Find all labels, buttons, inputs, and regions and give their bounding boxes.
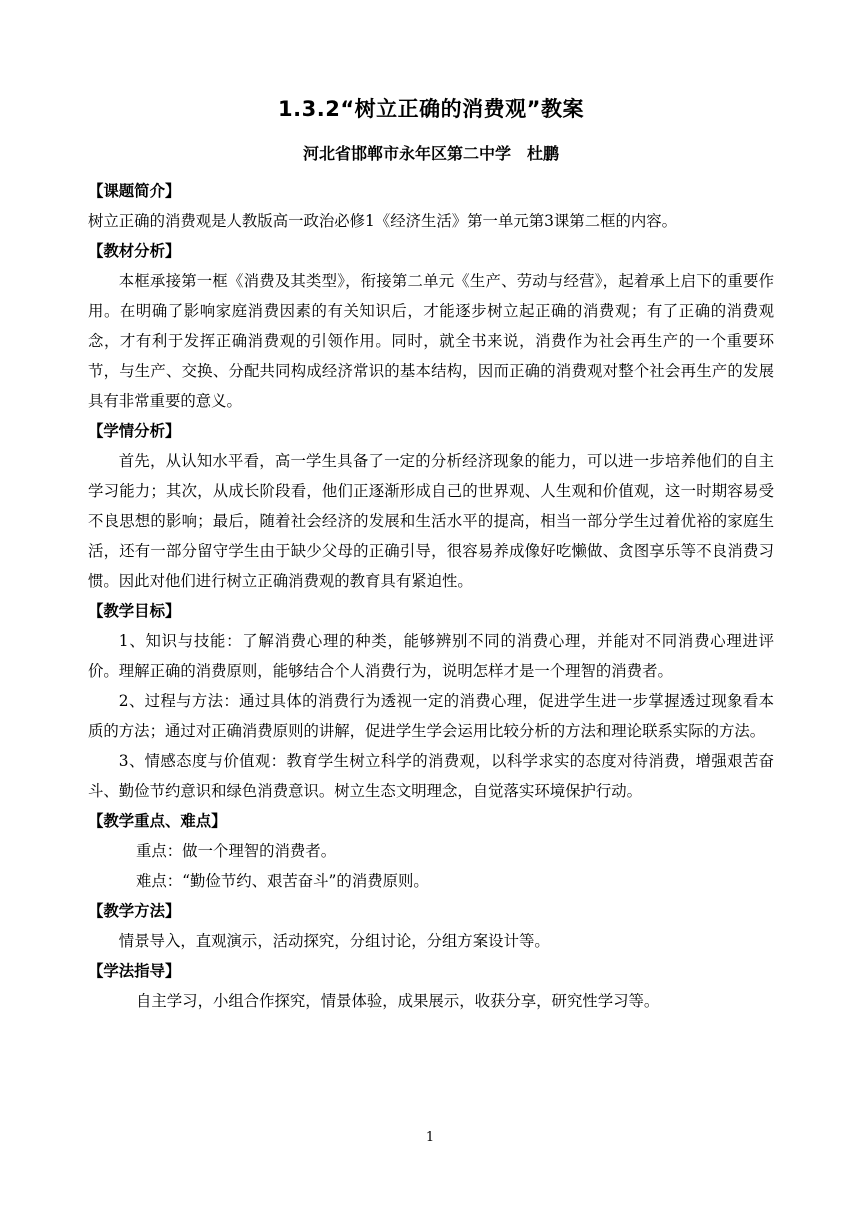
key-point-line: 重点：做一个理智的消费者。	[136, 842, 337, 860]
section-heading-guidance: 【学法指导】	[88, 962, 181, 980]
guidance-paragraph: 自主学习，小组合作探究，情景体验，成果展示，收获分享，研究性学习等。	[136, 992, 660, 1010]
section-heading-goals: 【教学目标】	[88, 602, 181, 620]
textbook-paragraph: 本框承接第一框《消费及其类型》，衔接第二单元《生产、劳动与经营》，起着承上启下的重要作用。在明确了影响家庭消费因素的有关知识后，才能逐步树立起正确的消费观；有了正确的消费观念，才有利于发挥正确消费观的引领作用。同时，就全书来说，消费作为社会再生产的一个重要环节，与生产、交换、分配共同构成经济常识的基本结构，因而正确的消费观对整个社会再生产的发展具有非常重要的意义。	[88, 272, 774, 410]
difficult-point-line: 难点：“勤俭节约、艰苦奋斗”的消费原则。	[136, 872, 429, 890]
goal-item-process: 2、过程与方法：通过具体的消费行为透视一定的消费心理，促进学生进一步掌握透过现象看本质的方法；通过对正确消费原则的讲解，促进学生学会运用比较分析的方法和理论联系实际的方法。	[88, 692, 774, 740]
goal-item-values: 3、情感态度与价值观：教育学生树立科学的消费观，以科学求实的态度对待消费，增强艰苦奋斗、勤俭节约意识和绿色消费意识。树立生态文明理念，自觉落实环境保护行动。	[88, 752, 774, 800]
section-heading-key-points: 【教学重点、难点】	[88, 812, 227, 830]
methods-paragraph: 情景导入，直观演示，活动探究，分组讨论，分组方案设计等。	[118, 932, 550, 950]
section-heading-intro: 【课题简介】	[88, 182, 181, 200]
document-title: 1.3.2“树立正确的消费观”教案	[278, 97, 584, 121]
section-heading-methods: 【教学方法】	[88, 902, 181, 920]
goal-item-knowledge: 1、知识与技能：了解消费心理的种类，能够辨别不同的消费心理，并能对不同消费心理进评价。理解正确的消费原则，能够结合个人消费行为，说明怎样才是一个理智的消费者。	[88, 632, 774, 680]
page-number: 1	[425, 1130, 435, 1145]
author-line: 河北省邯郸市永年区第二中学 杜鹏	[302, 144, 559, 163]
students-paragraph: 首先，从认知水平看，高一学生具备了一定的分析经济现象的能力，可以进一步培养他们的自主学习能力；其次，从成长阶段看，他们正逐渐形成自己的世界观、人生观和价值观，这一时期容易受不良思想的影响；最后，随着社会经济的发展和生活水平的提高，相当一部分学生过着优裕的家庭生活，还有一部分留守学生由于缺少父母的正确引导，很容易养成像好吃懒做、贪图享乐等不良消费习惯。因此对他们进行树立正确消费观的教育具有紧迫性。	[88, 452, 774, 590]
section-heading-textbook: 【教材分析】	[88, 242, 181, 260]
intro-paragraph: 树立正确的消费观是人教版高一政治必修1《经济生活》第一单元第3课第二框的内容。	[88, 212, 678, 230]
section-heading-students: 【学情分析】	[88, 422, 181, 440]
